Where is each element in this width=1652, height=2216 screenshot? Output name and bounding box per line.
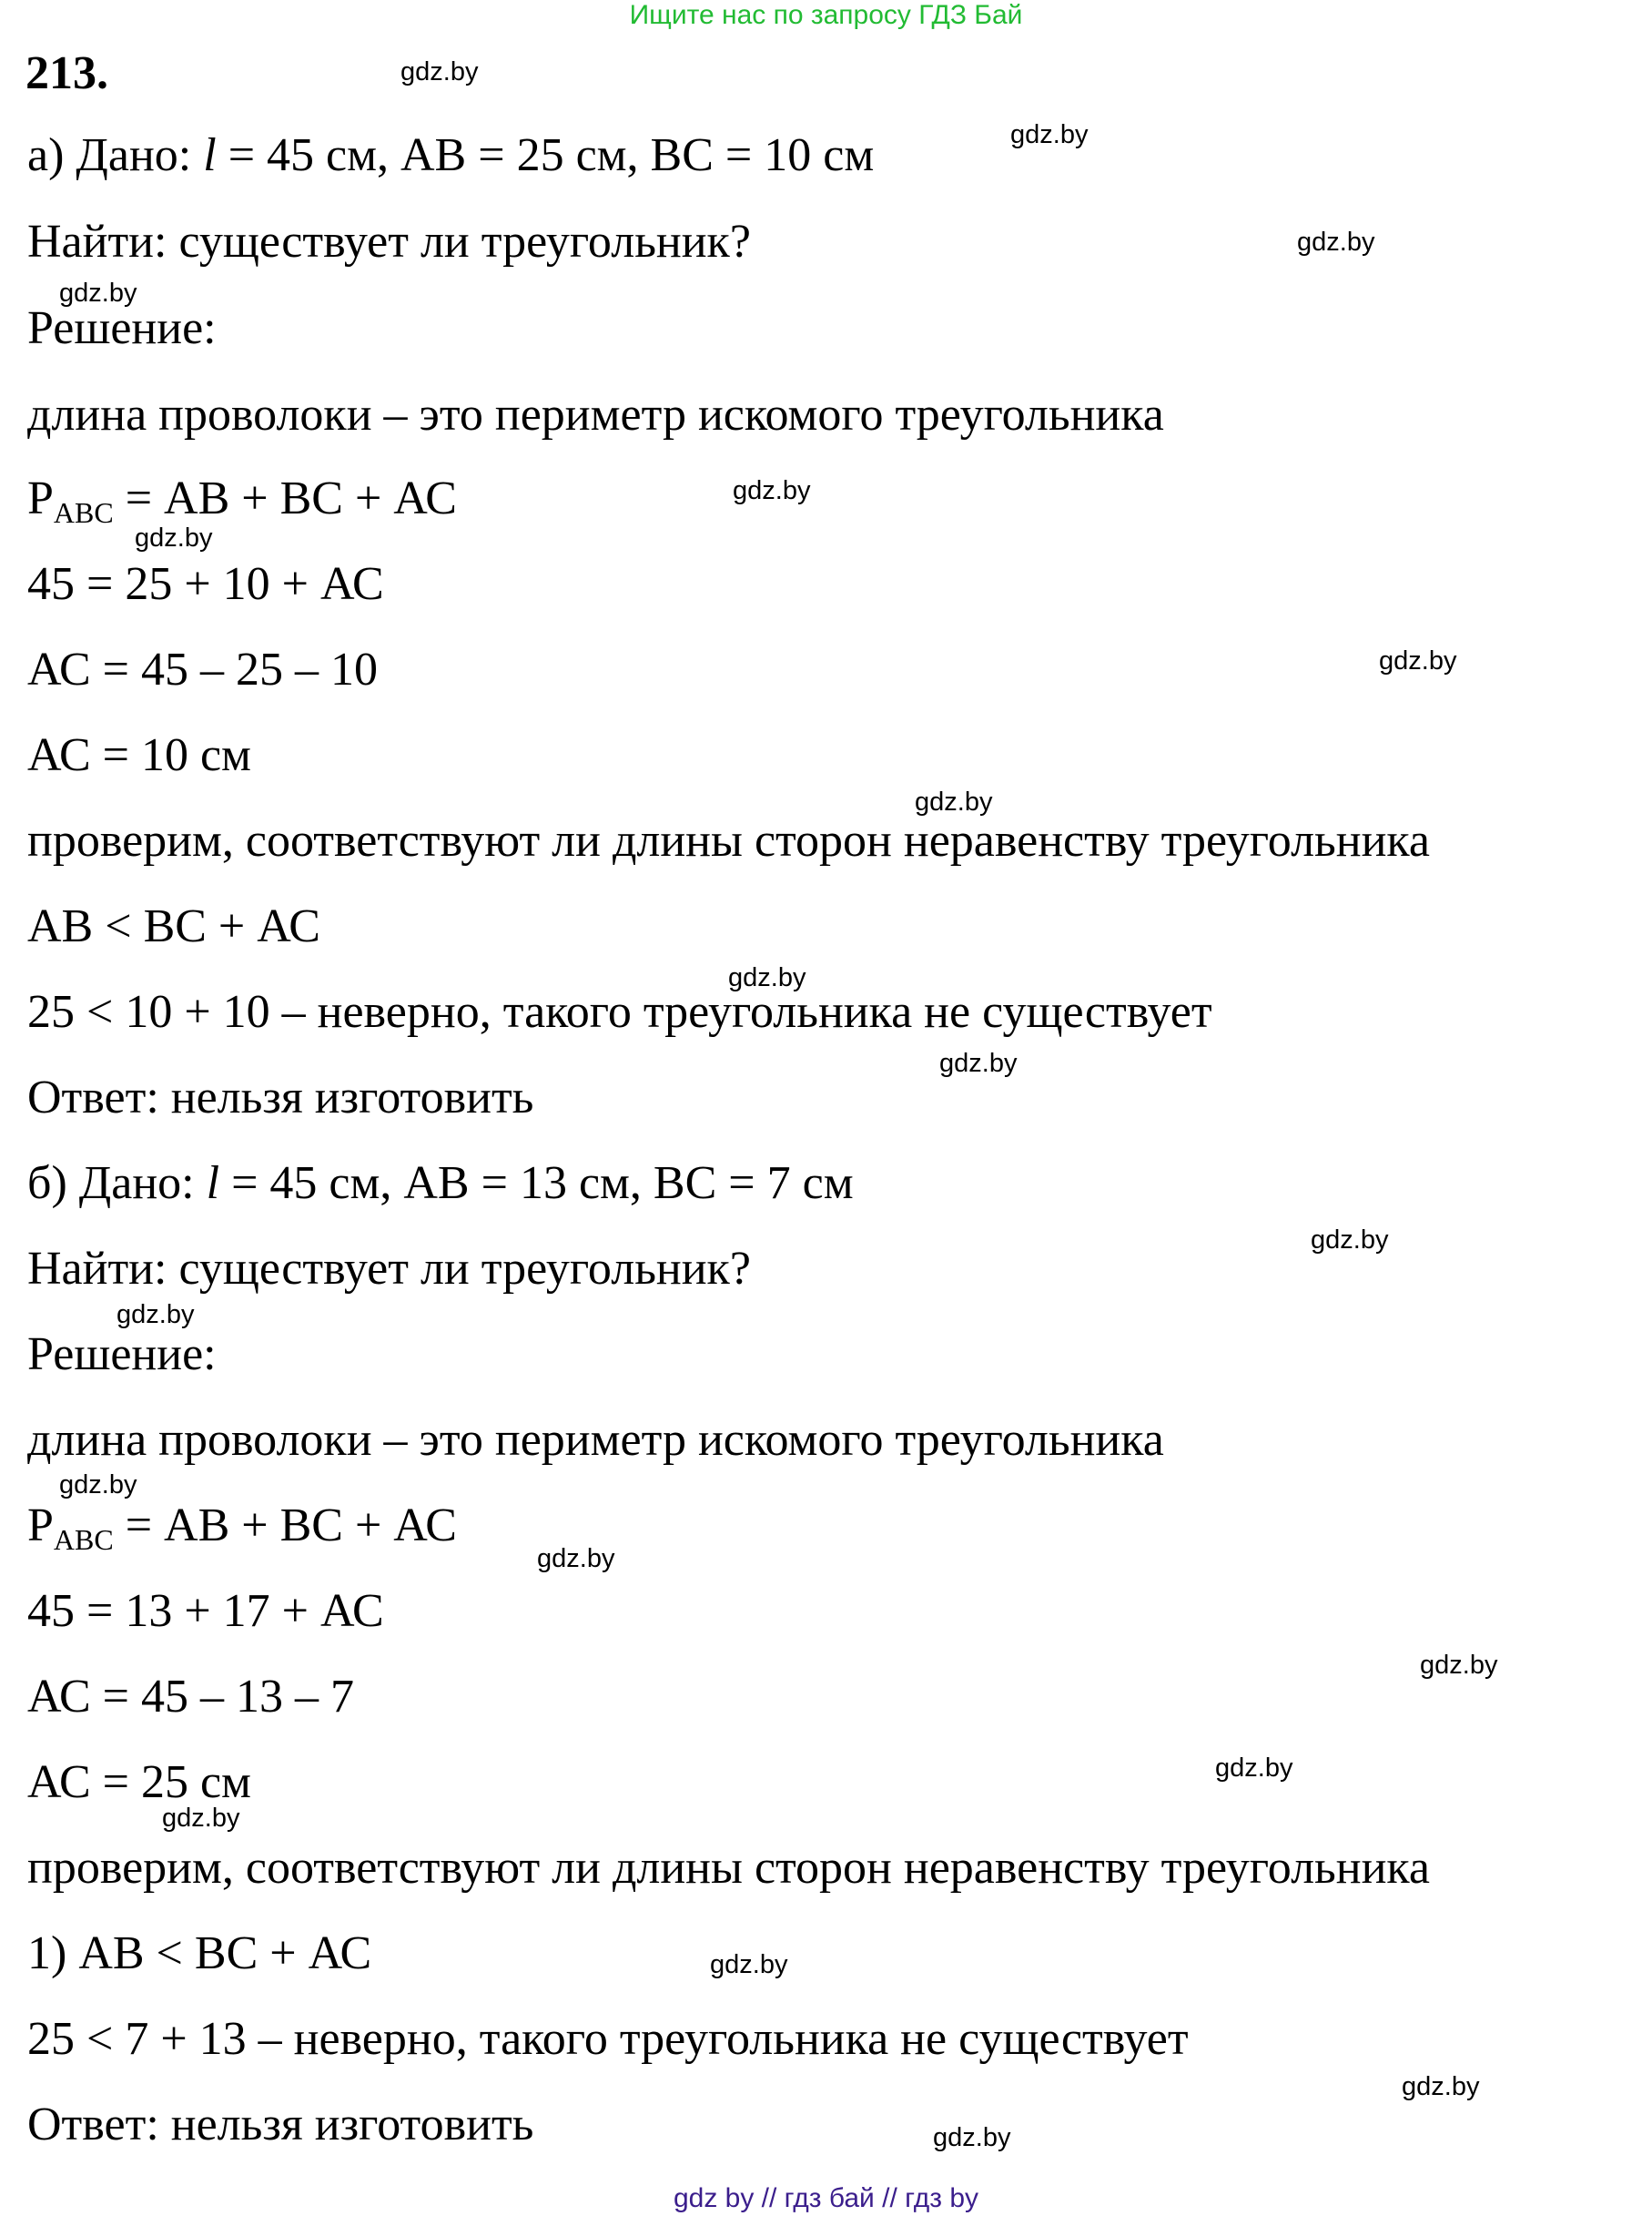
part-a-given-l: l xyxy=(203,129,217,181)
watermark: gdz.by xyxy=(117,1300,195,1329)
part-b-perimeter xyxy=(27,1499,457,1556)
part-a-wire-text: длина проволоки – это периметр искомого треугольника xyxy=(27,389,1164,441)
watermark: gdz.by xyxy=(59,1470,137,1499)
watermark: gdz.by xyxy=(1010,120,1089,149)
top-banner: Ищите нас по запросу ГДЗ Бай xyxy=(629,0,1023,30)
part-a-perimeter-p: P xyxy=(27,473,54,524)
part-a-perimeter xyxy=(27,475,457,527)
part-a-ineq: АВ < ВС + АС xyxy=(27,900,320,952)
part-a-find: Найти: существует ли треугольник? xyxy=(27,216,751,268)
part-a-perimeter-sub: ABC xyxy=(53,496,114,529)
watermark: gdz.by xyxy=(1311,1225,1389,1255)
part-b-wire-text: длина проволоки – это периметр искомого треугольника xyxy=(27,1414,1164,1466)
part-b-answer: Ответ: нельзя изготовить xyxy=(27,2099,534,2150)
part-a-given xyxy=(27,129,875,181)
part-b-solution-label: Решение: xyxy=(27,1328,217,1380)
part-b-eq3: АС = 25 см xyxy=(27,1756,251,1808)
footer-links: gdz by // гдз бай // гдз by xyxy=(673,2183,979,2213)
watermark: gdz.by xyxy=(59,279,137,308)
part-a-eq3: АС = 10 см xyxy=(27,729,251,781)
watermark: gdz.by xyxy=(728,963,806,992)
part-b-ineq: 1) АВ < ВС + АС xyxy=(27,1927,372,1979)
part-a-given-prefix: а) Дано: xyxy=(27,129,204,181)
part-b-given xyxy=(27,1157,854,1209)
watermark: gdz.by xyxy=(939,1049,1018,1078)
part-b-find: Найти: существует ли треугольник? xyxy=(27,1243,751,1295)
watermark: gdz.by xyxy=(537,1544,615,1573)
watermark: gdz.by xyxy=(933,2123,1011,2152)
watermark: gdz.by xyxy=(1420,1651,1498,1680)
part-b-given-rest: = 45 см, АВ = 13 см, ВС = 7 см xyxy=(219,1157,854,1209)
part-b-eq2: АС = 45 – 13 – 7 xyxy=(27,1671,354,1723)
watermark: gdz.by xyxy=(1215,1753,1293,1783)
watermark: gdz.by xyxy=(400,57,479,86)
part-a-solution-label: Решение: xyxy=(27,302,217,354)
part-a-eq1: 45 = 25 + 10 + АС xyxy=(27,558,384,610)
part-a-ineq-values: 25 < 10 + 10 – неверно, такого треугольника не существует xyxy=(27,986,1212,1038)
part-a-perimeter-rest: = АВ + ВС + АС xyxy=(113,473,457,524)
part-b-perimeter-p: P xyxy=(27,1499,54,1551)
watermark: gdz.by xyxy=(135,524,213,553)
part-b-perimeter-rest: = АВ + ВС + АС xyxy=(113,1499,457,1551)
part-b-ineq-values: 25 < 7 + 13 – неверно, такого треугольника не существует xyxy=(27,2013,1189,2065)
watermark: gdz.by xyxy=(162,1804,240,1833)
watermark: gdz.by xyxy=(733,476,811,505)
watermark: gdz.by xyxy=(1297,228,1375,257)
watermark: gdz.by xyxy=(710,1950,788,1979)
watermark: gdz.by xyxy=(1402,2072,1480,2101)
part-a-given-rest: = 45 см, АВ = 25 см, ВС = 10 см xyxy=(216,129,875,181)
problem-number: 213. xyxy=(25,47,108,99)
watermark: gdz.by xyxy=(1379,646,1457,676)
part-b-perimeter-sub: ABC xyxy=(53,1523,114,1556)
part-a-eq2: АС = 45 – 25 – 10 xyxy=(27,644,378,696)
part-a-check-text: проверим, соответствуют ли длины сторон неравенству треугольника xyxy=(27,815,1430,867)
part-b-given-prefix: б) Дано: xyxy=(27,1157,207,1209)
watermark: gdz.by xyxy=(915,788,993,817)
part-b-check-text: проверим, соответствуют ли длины сторон неравенству треугольника xyxy=(27,1842,1430,1894)
part-b-given-l: l xyxy=(206,1157,220,1209)
part-b-eq1: 45 = 13 + 17 + АС xyxy=(27,1585,384,1637)
part-a-answer: Ответ: нельзя изготовить xyxy=(27,1072,534,1123)
